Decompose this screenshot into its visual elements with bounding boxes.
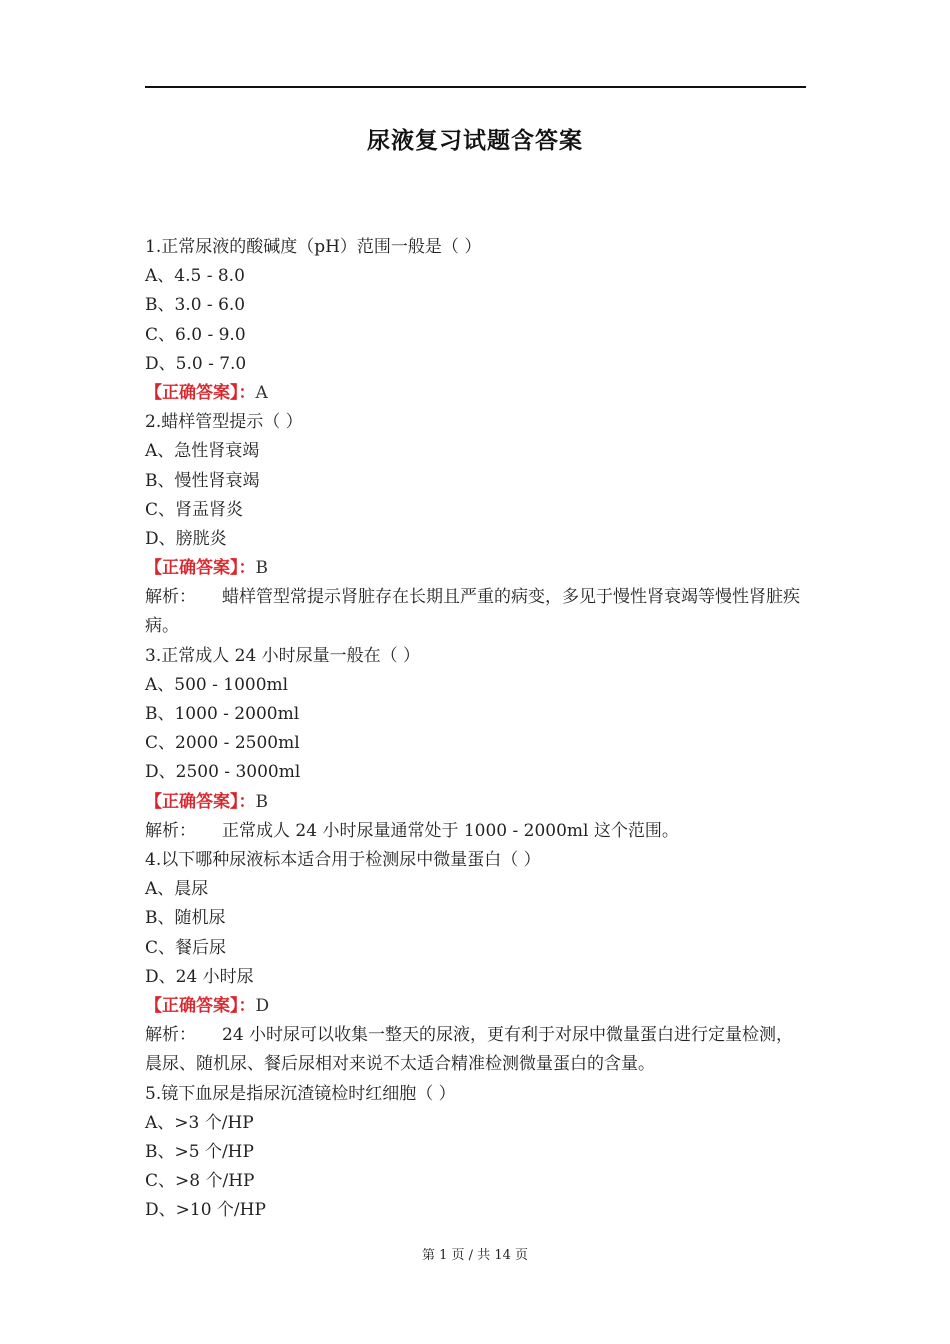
analysis-label: 解析：	[145, 587, 196, 608]
option-d: D、>10 个/HP	[145, 1200, 266, 1221]
option-c: C、2000 - 2500ml	[145, 733, 300, 754]
answer-label: 【正确答案】：	[145, 382, 256, 403]
answer-value: B	[255, 791, 268, 812]
option-c: C、餐后尿	[145, 937, 227, 958]
answer-row	[145, 554, 810, 583]
option-d: D、膀胱炎	[145, 528, 227, 549]
question-list	[145, 233, 810, 1225]
header-rule	[145, 86, 806, 88]
option-a: A、急性肾衰竭	[145, 441, 260, 462]
answer-value: A	[255, 382, 268, 403]
option-b: B、1000 - 2000ml	[145, 704, 300, 725]
question-stem: 3.正常成人 24 小时尿量一般在（ ）	[145, 645, 421, 666]
option-a: A、晨尿	[145, 879, 209, 900]
analysis-paragraph	[145, 1021, 810, 1079]
option-a: A、500 - 1000ml	[145, 674, 289, 695]
option-d: D、24 小时尿	[145, 966, 254, 987]
answer-value: B	[255, 558, 268, 579]
answer-row	[145, 379, 810, 408]
question-stem: 4.以下哪种尿液标本适合用于检测尿中微量蛋白（ ）	[145, 849, 541, 870]
option-b: B、>5 个/HP	[145, 1141, 254, 1162]
analysis-paragraph	[145, 583, 810, 641]
page-footer: 第 1 页 / 共 14 页	[422, 1248, 528, 1263]
analysis-label: 解析：	[145, 820, 196, 841]
option-b: B、3.0 - 6.0	[145, 295, 246, 316]
option-b: B、慢性肾衰竭	[145, 470, 260, 491]
answer-row	[145, 992, 810, 1021]
option-d: D、5.0 - 7.0	[145, 353, 247, 374]
option-d: D、2500 - 3000ml	[145, 762, 301, 783]
analysis-text: 24 小时尿可以收集一整天的尿液，更有利于对尿中微量蛋白进行定量检测，晨尿、随机尿、餐后尿相对来说不太适合精准检测微量蛋白的含量。	[145, 1025, 794, 1075]
question-stem: 1.正常尿液的酸碱度（pH）范围一般是（ ）	[145, 237, 482, 257]
question-stem: 5.镜下血尿是指尿沉渣镜检时红细胞（ ）	[145, 1083, 456, 1104]
analysis-paragraph	[145, 817, 810, 846]
analysis-label: 解析：	[145, 1025, 196, 1046]
answer-value: D	[255, 995, 270, 1016]
option-c: C、肾盂肾炎	[145, 499, 244, 520]
answer-label: 【正确答案】：	[145, 558, 256, 579]
answer-label: 【正确答案】：	[145, 791, 256, 812]
option-a: A、4.5 - 8.0	[145, 266, 245, 287]
option-c: C、>8 个/HP	[145, 1171, 255, 1192]
analysis-text: 正常成人 24 小时尿量通常处于 1000 - 2000ml 这个范围。	[222, 820, 679, 841]
question-stem: 2.蜡样管型提示（ ）	[145, 412, 303, 433]
document-title: 尿液复习试题含答案	[367, 128, 583, 154]
answer-row	[145, 788, 810, 817]
option-a: A、>3 个/HP	[145, 1112, 254, 1133]
option-b: B、随机尿	[145, 908, 226, 929]
answer-label: 【正确答案】：	[145, 995, 256, 1016]
option-c: C、6.0 - 9.0	[145, 324, 246, 345]
analysis-text: 蜡样管型常提示肾脏存在长期且严重的病变，多见于慢性肾衰竭等慢性肾脏疾病。	[145, 587, 800, 637]
